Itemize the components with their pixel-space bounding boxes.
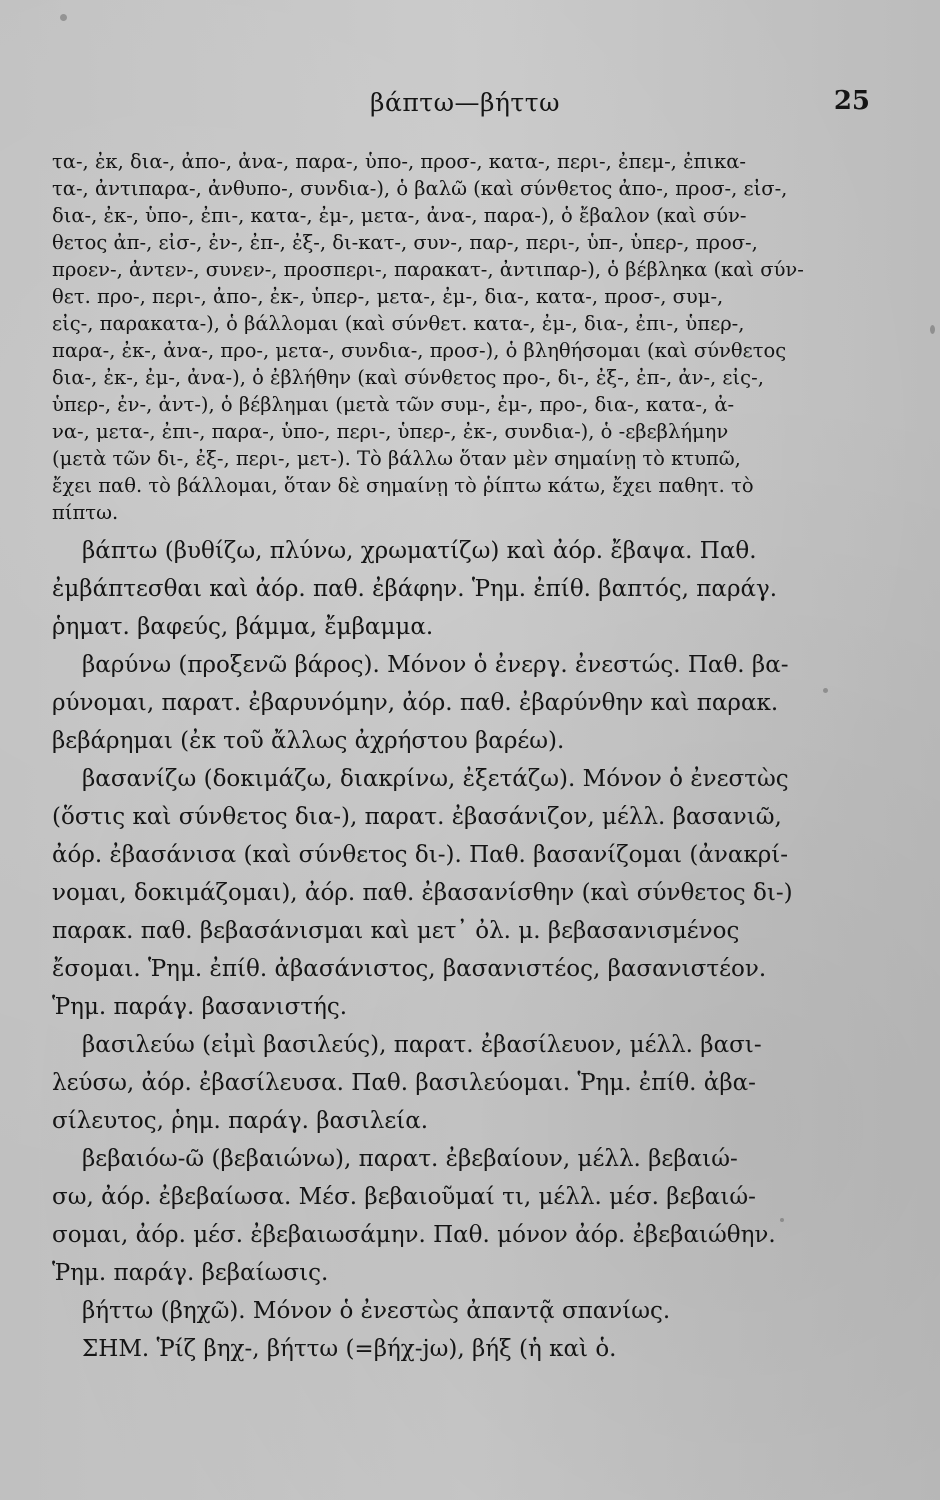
text-line: προεν-, ἀντεν-, συνεν-, προσπερι-, παρακατ-, ἀντιπαρ-), ὁ βέβληκα (καὶ σύν- — [52, 258, 804, 281]
text-line: δια-, ἐκ-, ἐμ-, ἀνα-), ὁ ἐβλήθην (καὶ σύνθετος προ-, δι-, ἐξ-, ἐπ-, ἀν-, εἰς-, — [52, 366, 764, 389]
ink-speck — [930, 325, 935, 334]
text-line: σίλευτος, ῥημ. παράγ. βασιλεία. — [52, 1108, 429, 1134]
text-line: να-, μετα-, ἐπι-, παρα-, ὑπο-, περι-, ὑπερ-, ἐκ-, συνδια-), ὁ -εβεβλήμην — [52, 420, 729, 443]
text-line: σω, ἀόρ. ἐβεβαίωσα. Μέσ. βεβαιοῦμαί τι, μέλλ. μέσ. βεβαιώ- — [52, 1184, 756, 1210]
text-line: ἀόρ. ἐβασάνισα (καὶ σύνθετος δι-). Παθ. βασανίζομαι (ἀνακρί- — [52, 842, 789, 868]
text-line: Ῥημ. παράγ. βεβαίωσις. — [52, 1260, 329, 1286]
text-line: νομαι, δοκιμάζομαι), ἀόρ. παθ. ἐβασανίσθην (καὶ σύνθετος δι-) — [52, 880, 793, 906]
text-line: Ῥημ. παράγ. βασανιστής. — [52, 994, 348, 1020]
text-line: λεύσω, ἀόρ. ἐβασίλευσα. Παθ. βασιλεύομαι. Ῥημ. ἐπίθ. ἀβα- — [52, 1070, 756, 1096]
text-line: ὑπερ-, ἐν-, ἀντ-), ὁ βέβλημαι (μετὰ τῶν συμ-, ἐμ-, προ-, δια-, κατα-, ἀ- — [52, 393, 735, 416]
text-line: ῥηματ. βαφεύς, βάμμα, ἔμβαμμα. — [52, 614, 434, 640]
page-number: 25 — [833, 86, 870, 116]
text-line: θετος ἀπ-, εἰσ-, ἐν-, ἐπ-, ἐξ-, δι-κατ-, συν-, παρ-, περι-, ὑπ-, ὑπερ-, προσ-, — [52, 231, 758, 254]
entry-bebaioo-line: βεβαιόω-ῶ (βεβαιώνω), παρατ. ἐβεβαίουν, μέλλ. βεβαιώ- — [82, 1146, 738, 1172]
entry-betto-line: βήττω (βηχῶ). Μόνον ὁ ἐνεστὼς ἀπαντᾷ σπανίως. — [82, 1298, 671, 1324]
text-line: πίπτω. — [52, 501, 119, 524]
text-line: τα-, ἐκ, δια-, ἀπο-, ἀνα-, παρα-, ὑπο-, προσ-, κατα-, περι-, ἐπεμ-, ἐπικα- — [52, 150, 746, 173]
running-title: βάπτω—βήττω — [370, 88, 560, 117]
entry-baryno-line: βαρύνω (προξενῶ βάρος). Μόνον ὁ ἐνεργ. ἐνεστώς. Παθ. βα- — [82, 652, 789, 678]
entry-basanizo-line: βασανίζω (δοκιμάζω, διακρίνω, ἐξετάζω). Μόνον ὁ ἐνεστὼς — [82, 766, 789, 792]
text-line: δια-, ἐκ-, ὑπο-, ἐπι-, κατα-, ἐμ-, μετα-, ἀνα-, παρα-), ὁ ἔβαλον (καὶ σύν- — [52, 204, 747, 227]
text-line: ἔσομαι. Ῥημ. ἐπίθ. ἀβασάνιστος, βασανιστέος, βασανιστέον. — [52, 956, 767, 982]
text-line: βεβάρημαι (ἐκ τοῦ ἄλλως ἀχρήστου βαρέω). — [52, 728, 565, 754]
text-line: ἐμβάπτεσθαι καὶ ἀόρ. παθ. ἐβάφην. Ῥημ. ἐπίθ. βαπτός, παράγ. — [52, 576, 778, 602]
text-line: θετ. προ-, περι-, ἀπο-, ἐκ-, ὑπερ-, μετα-, ἐμ-, δια-, κατα-, προσ-, συμ-, — [52, 285, 724, 308]
page-header — [60, 88, 870, 128]
page-body — [52, 148, 872, 1368]
entry-basileuo-line: βασιλεύω (εἰμὶ βασιλεύς), παρατ. ἐβασίλευον, μέλλ. βασι- — [82, 1032, 762, 1058]
text-line: ἔχει παθ. τὸ βάλλομαι, ὅταν δὲ σημαίνῃ τὸ ῥίπτω κάτω, ἔχει παθητ. τὸ — [52, 474, 754, 497]
text-line: παρακ. παθ. βεβασάνισμαι καὶ μετ᾽ ὀλ. μ. βεβασανισμένος — [52, 918, 740, 944]
text-line: παρα-, ἐκ-, ἀνα-, προ-, μετα-, συνδια-, προσ-), ὁ βληθήσομαι (καὶ σύνθετος — [52, 339, 787, 362]
text-line: ρύνομαι, παρατ. ἐβαρυνόμην, ἀόρ. παθ. ἐβαρύνθην καὶ παρακ. — [52, 690, 779, 716]
ink-speck — [60, 14, 67, 21]
text-line: (ὅστις καὶ σύνθετος δια-), παρατ. ἐβασάνιζον, μέλλ. βασανιῶ, — [52, 804, 782, 830]
text-line: σομαι, ἀόρ. μέσ. ἐβεβαιωσάμην. Παθ. μόνον ἀόρ. ἐβεβαιώθην. — [52, 1222, 776, 1248]
text-line: εἰς-, παρακατα-), ὁ βάλλομαι (καὶ σύνθετ. κατα-, ἐμ-, δια-, ἐπι-, ὑπερ-, — [52, 312, 745, 335]
note-line: ΣΗΜ. Ῥίζ βηχ-, βήττω (=βήχ-jω), βήξ (ἡ καὶ ὁ. — [82, 1336, 617, 1362]
text-line: τα-, ἀντιπαρα-, ἀνθυπο-, συνδια-), ὁ βαλῶ (καὶ σύνθετος ἀπο-, προσ-, εἰσ-, — [52, 177, 788, 200]
text-line: (μετὰ τῶν δι-, ἐξ-, περι-, μετ-). Τὸ βάλλω ὅταν μὲν σημαίνῃ τὸ κτυπῶ, — [52, 447, 741, 470]
entry-bapto-line: βάπτω (βυθίζω, πλύνω, χρωματίζω) καὶ ἀόρ. ἔβαψα. Παθ. — [82, 538, 757, 564]
